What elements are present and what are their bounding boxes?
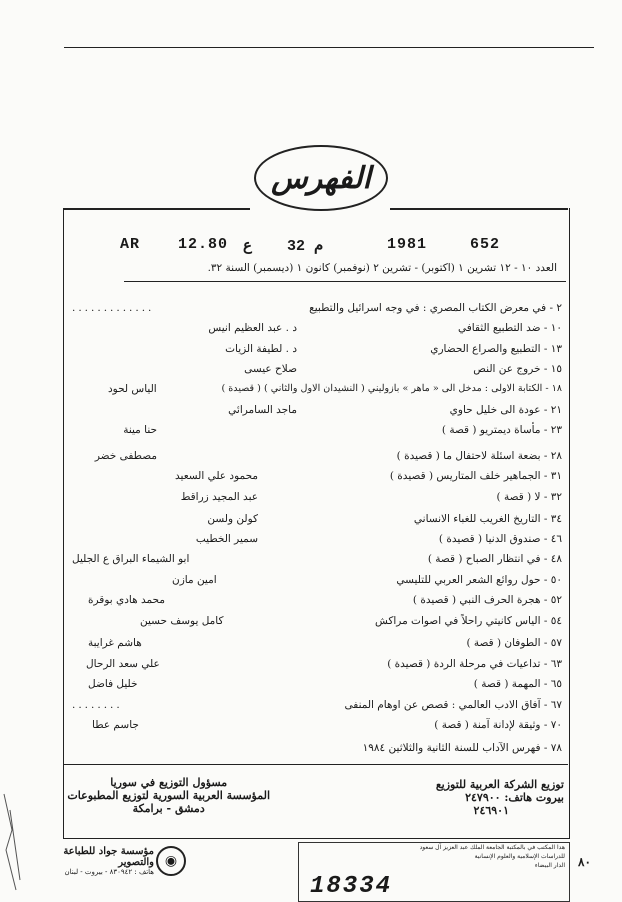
toc-row: ٥٧ - الطوفان ( قصة ) هاشم غرايبة — [88, 637, 562, 649]
printer-logo-icon: ◉ — [156, 846, 186, 876]
toc-row: ٢٨ - بضعة اسئلة لاحتفال ما ( قصيدة ) مصطفى خضر — [94, 450, 562, 462]
library-stamp: هدا المكتب في بالمكتبة الجامعة الملك عبد العزيز آل سعود للدراسات الإسلامية والعلوم الإنسانية الدار البيضاء — [298, 842, 570, 902]
toc-row: ٦٥ - المهمة ( قصة ) خليل فاضل — [88, 678, 562, 690]
toc-row: ٥٢ - هجرة الحرف النبي ( قصيدة ) محمد هادي بوقرة — [88, 594, 562, 606]
toc-row: ٦٧ - آفاق الادب العالمي : قصص عن اوهام المنفى ........ — [72, 699, 562, 711]
toc-row: ٢٣ - مأساة ديمتريو ( قصة ) حنا مينة — [123, 424, 562, 436]
toc-row: ٥٤ - الياس كانيتي راحلاً في اصوات مراكش كامل يوسف حسين — [140, 615, 562, 627]
handwritten-code-a: AR — [120, 236, 141, 253]
title-text: الفهرس — [271, 160, 371, 196]
toc-row: ٤٦ - صندوق الدنيا ( قصيدة ) سمير الخطيب — [195, 533, 562, 545]
stamp-number: 18334 — [310, 873, 393, 900]
toc-row: ٥٠ - حول روائع الشعر العربي للتليسي امين مازن — [172, 574, 562, 586]
toc-row: ٢١ - عودة الى خليل حاوي ماجد السامرائي — [228, 404, 562, 416]
page-number: ٨٠ — [578, 855, 591, 869]
handwritten-code-d: 32 م — [287, 238, 324, 255]
handwritten-year: 1981 — [387, 236, 428, 253]
toc-row: ١٨ - الكتابة الاولى : مدخل الى « ماهر » بازوليني ( النشيدان الاول والثاني ) ( قصيدة ) الياس لحود — [108, 383, 562, 395]
side-scribble — [2, 790, 24, 898]
distributor-syria: مسؤول التوزيع في سوريا المؤسسة العربية السورية لتوزيع المطبوعات دمشق - برامكة — [67, 776, 270, 815]
handwritten-code-c: ع — [243, 238, 252, 255]
toc-row: ١٥ - خروج عن النص صلاح عيسى — [244, 363, 562, 375]
handwritten-code-b: 12.80 — [178, 236, 229, 253]
issue-rule — [124, 281, 566, 282]
toc-row: ٣٤ - التاريخ الغريب للغباء الانساني كولن ولسن — [207, 513, 562, 525]
top-rule — [64, 47, 594, 48]
printer-credit: مؤسسة جواد للطباعة والتصوير هاتف : ٨٣٠٩٤٢ - بيروت - لبنان — [63, 846, 154, 876]
toc-row: ٣١ - الجماهير خلف المتاريس ( قصيدة ) محمود علي السعيد — [175, 470, 562, 482]
contents-title — [254, 145, 388, 211]
toc-row: ٤٨ - في انتظار الصباح ( قصة ) ابو الشيماء البراق ع الجليل — [72, 553, 562, 565]
distributor-lebanon: توزيع الشركة العربية للتوزيع بيروت هاتف: ٢٤٧٩٠٠ ٢٤٦٩٠١ — [435, 778, 564, 817]
toc-row: ١٠ - ضد التطبيع الثقافي د . عبد العظيم انيس — [208, 322, 562, 334]
toc-row: ١٣ - التطبيع والصراع الحضاري د . لطيفة الزيات — [225, 343, 562, 355]
toc-row: ٧٠ - وثيقة لإدانة آمنة ( قصة ) جاسم عطا — [92, 719, 562, 731]
toc-row: ٢ - في معرض الكتاب المصري : في وجه اسرائيل والتطبيع ............. — [72, 302, 562, 314]
toc-row: ٣٢ - لا ( قصة ) عبد المجيد زراقط — [180, 491, 562, 503]
issue-info: العدد ١٠ - ١٢ تشرين ١ (اكتوبر) - تشرين ٢ (نوفمبر) كانون ١ (ديسمبر) السنة ٣٢. — [207, 262, 557, 274]
handwritten-code-f: 652 — [470, 236, 501, 253]
footer-rule — [64, 764, 568, 765]
toc-row: ٧٨ - فهرس الآداب للسنة الثانية والثلاثين ١٩٨٤ — [362, 742, 562, 754]
toc-row: ٦٣ - تداعيات في مرحلة الردة ( قصيدة ) علي سعد الرحال — [86, 658, 562, 670]
